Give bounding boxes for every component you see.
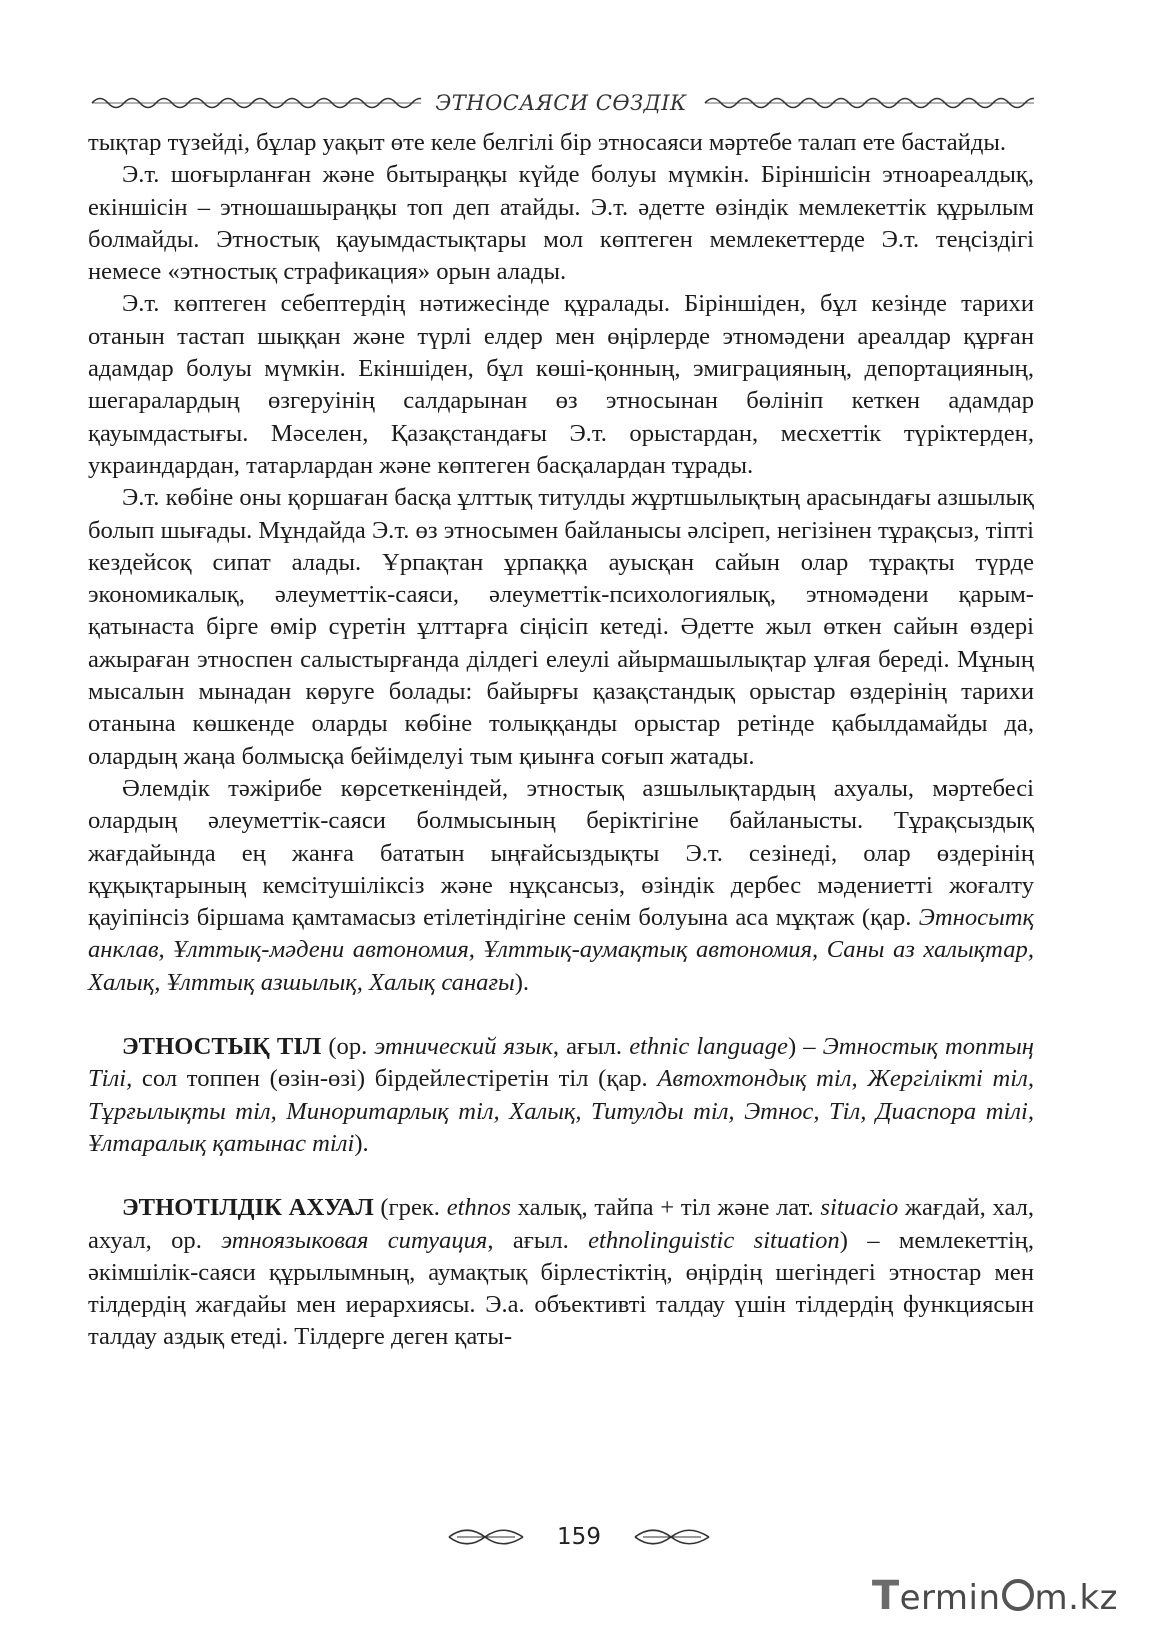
definition-italic: Этностық топтың Тілі,: [88, 1033, 1034, 1093]
footer-flourish-right-icon: [633, 1526, 711, 1548]
entry-text: халық, тайпа + тіл және лат.: [510, 1194, 821, 1222]
page-body: [88, 127, 1034, 1354]
footer-flourish-left-icon: [447, 1526, 525, 1548]
dictionary-entry-ethnic-language: [88, 1031, 1034, 1160]
dictionary-entry-ethnolinguistic-situation: [88, 1192, 1034, 1353]
cross-references: Этносытқ анклав, Ұлттық-мәдени автономия, Ұлттық-аумақтық автономия, Саны аз халықтар, Халық, Ұлттық азшылық, Халық санағы: [88, 904, 1034, 996]
paragraph-3: Э.т. көптеген себептердің нәтижесінде құралады. Біріншіден, бұл кезінде тарихи отанын тастап шыққан және түрлі елдер мен өңірлерде этномәдени ареалдар құрған адамдар болуы мүмкін. Екіншіден, бұл көші-қонның, эмиграцияның, депортацияның, шегаралардың өзгеруінің салдарынан өз этносынан бөлініп кеткен адамдар қауымдастығы. Мәселен, Қазақстандағы Э.т. орыстардан, месхеттік түріктерден, украиндардан, татарлардан және көптеген басқалардан тұрады.: [88, 290, 1034, 479]
russian-equivalent: этноязыковая ситуация: [221, 1226, 488, 1254]
paragraph-2: Э.т. шоғырланған және бытыраңқы күйде болуы мүмкін. Біріншісін этноареалдық, екіншісін – этношашыраңқы топ деп атайды. Э.т. әдетте өзіндік мемлекеттік құрылым болмайды. Этностық қауымдастықтары мол көптеген мемлекеттерде Э.т. теңсіздігі немесе «этностық страфикация» орын алады.: [88, 161, 1034, 286]
entry-text: (ор.: [321, 1033, 375, 1061]
paragraph-5-end: ).: [514, 968, 530, 996]
definition: сол топпен (өзін-өзі) бірдейлестіретін тіл (қар.: [132, 1065, 658, 1093]
watermark-text-1: ermin: [899, 1578, 1001, 1618]
entry-text: ) –: [787, 1033, 823, 1061]
entry-text: , ағыл.: [552, 1033, 630, 1061]
entry-term: ЭТНОТІЛДІК АХУАЛ: [122, 1194, 374, 1222]
english-equivalent: ethnolinguistic situation: [588, 1226, 840, 1254]
latin-etymology: situacio: [820, 1194, 899, 1222]
entry-text: (грек.: [373, 1194, 447, 1222]
paragraph-4: Э.т. көбіне оны қоршаған басқа ұлттық титулды жұртшылықтың арасындағы азшылық болып шығады. Мұндайда Э.т. өз этносымен байланысы әлсіреп, негізінен тұрақсыз, тіпті кездейсоқ сипат алады. Ұрпақтан ұрпаққа ауысқан сайын олар тұрақты түрде экономикалық, әлеуметтік-саяси, әлеуметтік-психологиялық, этномәдени қарым-қатынаста бірге өмір сүретін ұлттарға сіңісіп кетеді. Әдетте жыл өткен сайын өздері ажыраған этноспен салыстырғанда ділдегі елеулі айырмашылықтар ұлғая береді. Мұның мысалын мынадан көруге болады: байырғы қазақстандық орыстар өздерінің тарихи отанына көшкенде оларды көбіне толыққанды орыстар ретінде қабылдамайды да, олардың жаңа болмысқа бейімделуі тым қиынға соғып жатады.: [88, 484, 1034, 770]
russian-equivalent: этнический язык: [374, 1033, 553, 1061]
paragraph-continued: тықтар түзейді, бұлар уақыт өте келе белгілі бір этносаяси мәртебе талап ете бастайды.: [88, 129, 1007, 156]
entry-text: , ағыл.: [487, 1226, 589, 1254]
header-title: ЭТНОСАЯСИ СӨЗДІК: [435, 91, 687, 115]
site-watermark: [872, 1573, 1118, 1619]
entry-term: ЭТНОСТЫҚ ТІЛ: [122, 1033, 322, 1061]
english-equivalent: ethnic language: [629, 1033, 788, 1061]
page-footer: [0, 1517, 1158, 1557]
entry-text: жағдай, хал, ахуал, ор.: [88, 1194, 1035, 1254]
running-header: [88, 88, 1034, 118]
paragraph-5: [88, 773, 1034, 999]
page-number: 159: [557, 1524, 601, 1550]
header-ornament-left-icon: [88, 95, 421, 111]
watermark-o-icon: [1002, 1579, 1034, 1611]
greek-etymology: ethnos: [446, 1194, 511, 1222]
cross-references: Автохтондық тіл, Жергілікті тіл, Тұрғылықты тіл, Миноритарлық тіл, Халық, Титулды тіл, Этнос, Тіл, Диаспора тілі, Ұлтаралық қатынас тілі: [88, 1065, 1035, 1157]
definition: ) – мемлекеттің, әкімшілік-саяси құрылымның, аумақтық бірлестіктің, өңірдің шегіндегі этностар мен тілдердің жағдайы мен иерархиясы. Э.а. объективті талдау үшін тілдердің функциясын талдау аздық етеді. Тілдерге деген қаты-: [88, 1226, 1034, 1351]
header-ornament-right-icon: [701, 95, 1034, 111]
watermark-first-letter: T: [871, 1573, 900, 1619]
entry-text: ).: [354, 1129, 369, 1157]
paragraph-5-text: Әлемдік тәжірибе көрсеткеніндей, этностық азшылықтардың ахуалы, мәртебесі олардың әлеуметтік-саяси болмысының беріктігіне байланысты. Тұрақсыздық жағдайында ең жанға бататын ыңғайсыздықты Э.т. сезінеді, олар өздерінің құқықтарының кемсітушіліксіз және нұқсансыз, өзіндік дербес мәдениетті жоғалту қауіпінсіз біршама қамтамасыз етілетіндігіне сенім болуына аса мұқтаж (қар.: [88, 774, 1034, 932]
watermark-text-2: m.kz: [1034, 1578, 1118, 1618]
